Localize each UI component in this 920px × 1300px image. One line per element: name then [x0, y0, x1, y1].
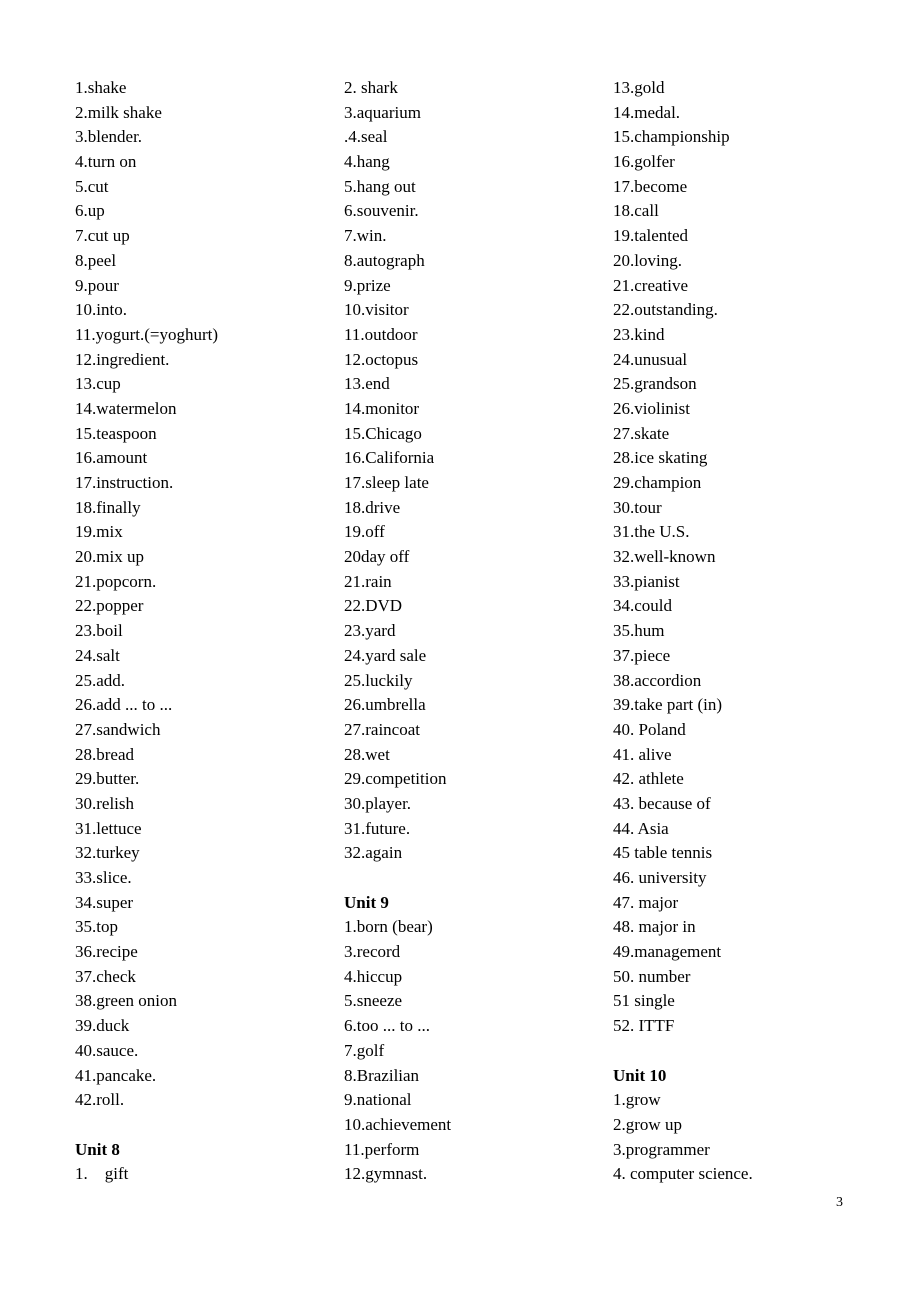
vocab-item: 16.golfer	[613, 152, 675, 172]
vocab-item: 24.yard sale	[344, 645, 427, 665]
vocab-item: 1.shake	[75, 78, 127, 97]
vocab-item: 29.competition	[344, 769, 447, 789]
vocabulary-column-3	[613, 76, 873, 1187]
vocab-item: 34.super	[75, 892, 134, 912]
vocab-item: 26.violinist	[613, 398, 690, 418]
vocab-item: 9.pour	[75, 275, 119, 295]
vocab-item: 6.up	[75, 201, 105, 221]
vocab-item: 48. major in	[613, 917, 696, 937]
vocab-item: 27.raincoat	[344, 719, 420, 739]
vocab-item: 17.sleep late	[344, 473, 429, 492]
vocab-item: 41. alive	[613, 744, 672, 764]
vocab-item: 7.cut up	[75, 226, 130, 246]
vocab-item: 30.tour	[613, 497, 662, 517]
vocab-item: 25.grandson	[613, 374, 697, 394]
vocab-item: 39.duck	[75, 1016, 130, 1036]
vocab-item: 7.win.	[344, 226, 387, 246]
vocab-item: 35.hum	[613, 621, 665, 641]
vocab-item: 17.instruction.	[75, 473, 174, 492]
vocab-item: 28.bread	[75, 744, 135, 764]
vocab-item: 6.too ... to ...	[344, 1016, 430, 1036]
vocab-item: 7.golf	[344, 1040, 385, 1060]
vocab-item: 38.green onion	[75, 991, 177, 1011]
vocab-item: 1.born (bear)	[344, 917, 433, 937]
vocab-item: 20.loving.	[613, 250, 682, 270]
blank-spacer	[613, 1039, 873, 1064]
vocab-item: 1. gift	[75, 1164, 129, 1184]
vocab-item: 9.prize	[344, 275, 391, 295]
vocab-item: 37.check	[75, 966, 136, 986]
unit-heading: Unit 10	[613, 1065, 667, 1085]
vocab-item: 3.record	[344, 942, 401, 962]
vocab-item: 3.programmer	[613, 1139, 710, 1159]
vocab-item: 22.outstanding.	[613, 300, 718, 320]
vocab-item: 40.sauce.	[75, 1040, 139, 1060]
vocab-item: 2. shark	[344, 78, 398, 97]
vocab-item: 15.championship	[613, 127, 730, 147]
vocab-item: 4.hang	[344, 152, 390, 172]
vocab-item: 39.take part (in)	[613, 695, 723, 715]
vocab-item: 50. number	[613, 966, 691, 986]
vocab-item: 17.become	[613, 176, 688, 196]
blank-spacer	[344, 866, 604, 891]
vocabulary-column-2	[344, 76, 604, 1187]
vocab-item: 31.future.	[344, 818, 411, 838]
vocab-item: 13.end	[344, 374, 390, 394]
vocab-item: 28.ice skating	[613, 448, 708, 468]
vocab-item: 37.piece	[613, 645, 671, 665]
vocab-item: 16.California	[344, 448, 435, 468]
vocab-item: 4.turn on	[75, 152, 137, 172]
vocab-item: 24.salt	[75, 645, 120, 665]
vocab-item: 49.management	[613, 942, 722, 962]
vocab-item: 27.skate	[613, 423, 670, 443]
vocab-item: 41.pancake.	[75, 1065, 157, 1085]
vocab-item: 8.Brazilian	[344, 1065, 420, 1085]
vocab-item: 23.boil	[75, 621, 123, 641]
vocab-item: 12.ingredient.	[75, 349, 170, 369]
vocab-item: 33.pianist	[613, 571, 680, 591]
vocab-item: 11.yogurt.(=yoghurt)	[75, 324, 219, 344]
vocab-item: 32.well-known	[613, 547, 716, 567]
vocab-item: 3.aquarium	[344, 102, 421, 122]
vocab-item: 14.medal.	[613, 102, 681, 122]
vocab-item: 33.slice.	[75, 868, 132, 887]
vocab-item: 19.mix	[75, 522, 123, 542]
vocabulary-column-1	[75, 76, 335, 1187]
vocab-item: 5.sneeze	[344, 991, 403, 1011]
vocab-item: 10.into.	[75, 300, 127, 320]
vocab-item: 11.perform	[344, 1139, 420, 1159]
vocab-item: 44. Asia	[613, 818, 669, 838]
vocab-item: 14.watermelon	[75, 398, 177, 418]
unit-heading: Unit 8	[75, 1139, 120, 1159]
vocab-item: 42. athlete	[613, 769, 684, 789]
vocab-item: 15.teaspoon	[75, 423, 157, 443]
vocab-item: 25.add.	[75, 670, 126, 690]
blank-spacer	[75, 1113, 335, 1138]
unit-heading: Unit 9	[344, 892, 389, 912]
vocab-item: 18.call	[613, 201, 659, 221]
vocab-item: 19.off	[344, 522, 385, 542]
vocab-item: 32.again	[344, 843, 403, 863]
vocab-item: 11.outdoor	[344, 324, 418, 344]
vocab-item: 19.talented	[613, 226, 689, 246]
vocab-item: 46. university	[613, 868, 707, 887]
vocab-item: 27.sandwich	[75, 719, 161, 739]
vocab-item: 13.cup	[75, 374, 121, 394]
vocab-item: 12.gymnast.	[344, 1164, 428, 1184]
vocab-item: 30.relish	[75, 793, 135, 813]
vocab-item: 20day off	[344, 547, 410, 567]
vocab-item: 10.visitor	[344, 300, 409, 320]
vocab-item: 31.the U.S.	[613, 522, 690, 542]
vocab-item: 31.lettuce	[75, 818, 142, 838]
vocab-item: 35.top	[75, 917, 118, 937]
vocab-item: 16.amount	[75, 448, 148, 468]
vocab-item: 30.player.	[344, 793, 412, 813]
vocab-item: 15.Chicago	[344, 423, 422, 443]
vocab-item: 5.hang out	[344, 176, 416, 196]
vocab-item: 9.national	[344, 1090, 412, 1110]
vocab-item: 21.rain	[344, 571, 392, 591]
vocab-item: 45 table tennis	[613, 843, 713, 863]
vocab-item: 28.wet	[344, 744, 390, 764]
vocab-item: 36.recipe	[75, 942, 138, 962]
vocab-item: .4.seal	[344, 127, 388, 147]
vocab-item: 40. Poland	[613, 719, 686, 739]
vocab-item: 14.monitor	[344, 398, 420, 418]
vocab-item: 22.popper	[75, 596, 144, 616]
vocab-item: 20.mix up	[75, 547, 144, 567]
vocab-item: 2.milk shake	[75, 102, 162, 122]
vocab-item: 34.could	[613, 596, 673, 616]
vocab-item: 24.unusual	[613, 349, 688, 369]
vocab-item: 32.turkey	[75, 843, 140, 863]
vocab-item: 8.autograph	[344, 250, 425, 270]
vocab-item: 13.gold	[613, 78, 665, 97]
vocab-item: 38.accordion	[613, 670, 702, 690]
vocab-item: 18.drive	[344, 497, 401, 517]
vocab-item: 25.luckily	[344, 670, 413, 690]
vocab-item: 51 single	[613, 991, 675, 1011]
vocab-item: 4.hiccup	[344, 966, 403, 986]
vocab-item: 3.blender.	[75, 127, 143, 147]
vocab-item: 26.add ... to ...	[75, 695, 173, 715]
page-number: 3	[836, 1195, 843, 1210]
vocab-item: 4. computer science.	[613, 1164, 753, 1184]
vocab-item: 1.grow	[613, 1090, 661, 1110]
vocab-item: 2.grow up	[613, 1114, 682, 1134]
vocab-item: 8.peel	[75, 250, 117, 270]
vocab-item: 43. because of	[613, 793, 711, 813]
vocab-item: 6.souvenir.	[344, 201, 419, 221]
vocab-item: 10.achievement	[344, 1114, 452, 1134]
vocab-item: 29.butter.	[75, 769, 140, 789]
vocab-item: 18.finally	[75, 497, 141, 517]
vocab-item: 52. ITTF	[613, 1016, 675, 1036]
vocab-item: 21.popcorn.	[75, 571, 157, 591]
vocab-item: 12.octopus	[344, 349, 419, 369]
vocab-item: 29.champion	[613, 473, 702, 492]
vocab-item: 22.DVD	[344, 596, 403, 616]
vocab-item: 21.creative	[613, 275, 689, 295]
vocab-item: 5.cut	[75, 176, 109, 196]
vocab-item: 47. major	[613, 892, 679, 912]
vocab-item: 23.yard	[344, 621, 396, 641]
vocab-item: 42.roll.	[75, 1090, 125, 1110]
vocab-item: 23.kind	[613, 324, 665, 344]
vocab-item: 26.umbrella	[344, 695, 426, 715]
